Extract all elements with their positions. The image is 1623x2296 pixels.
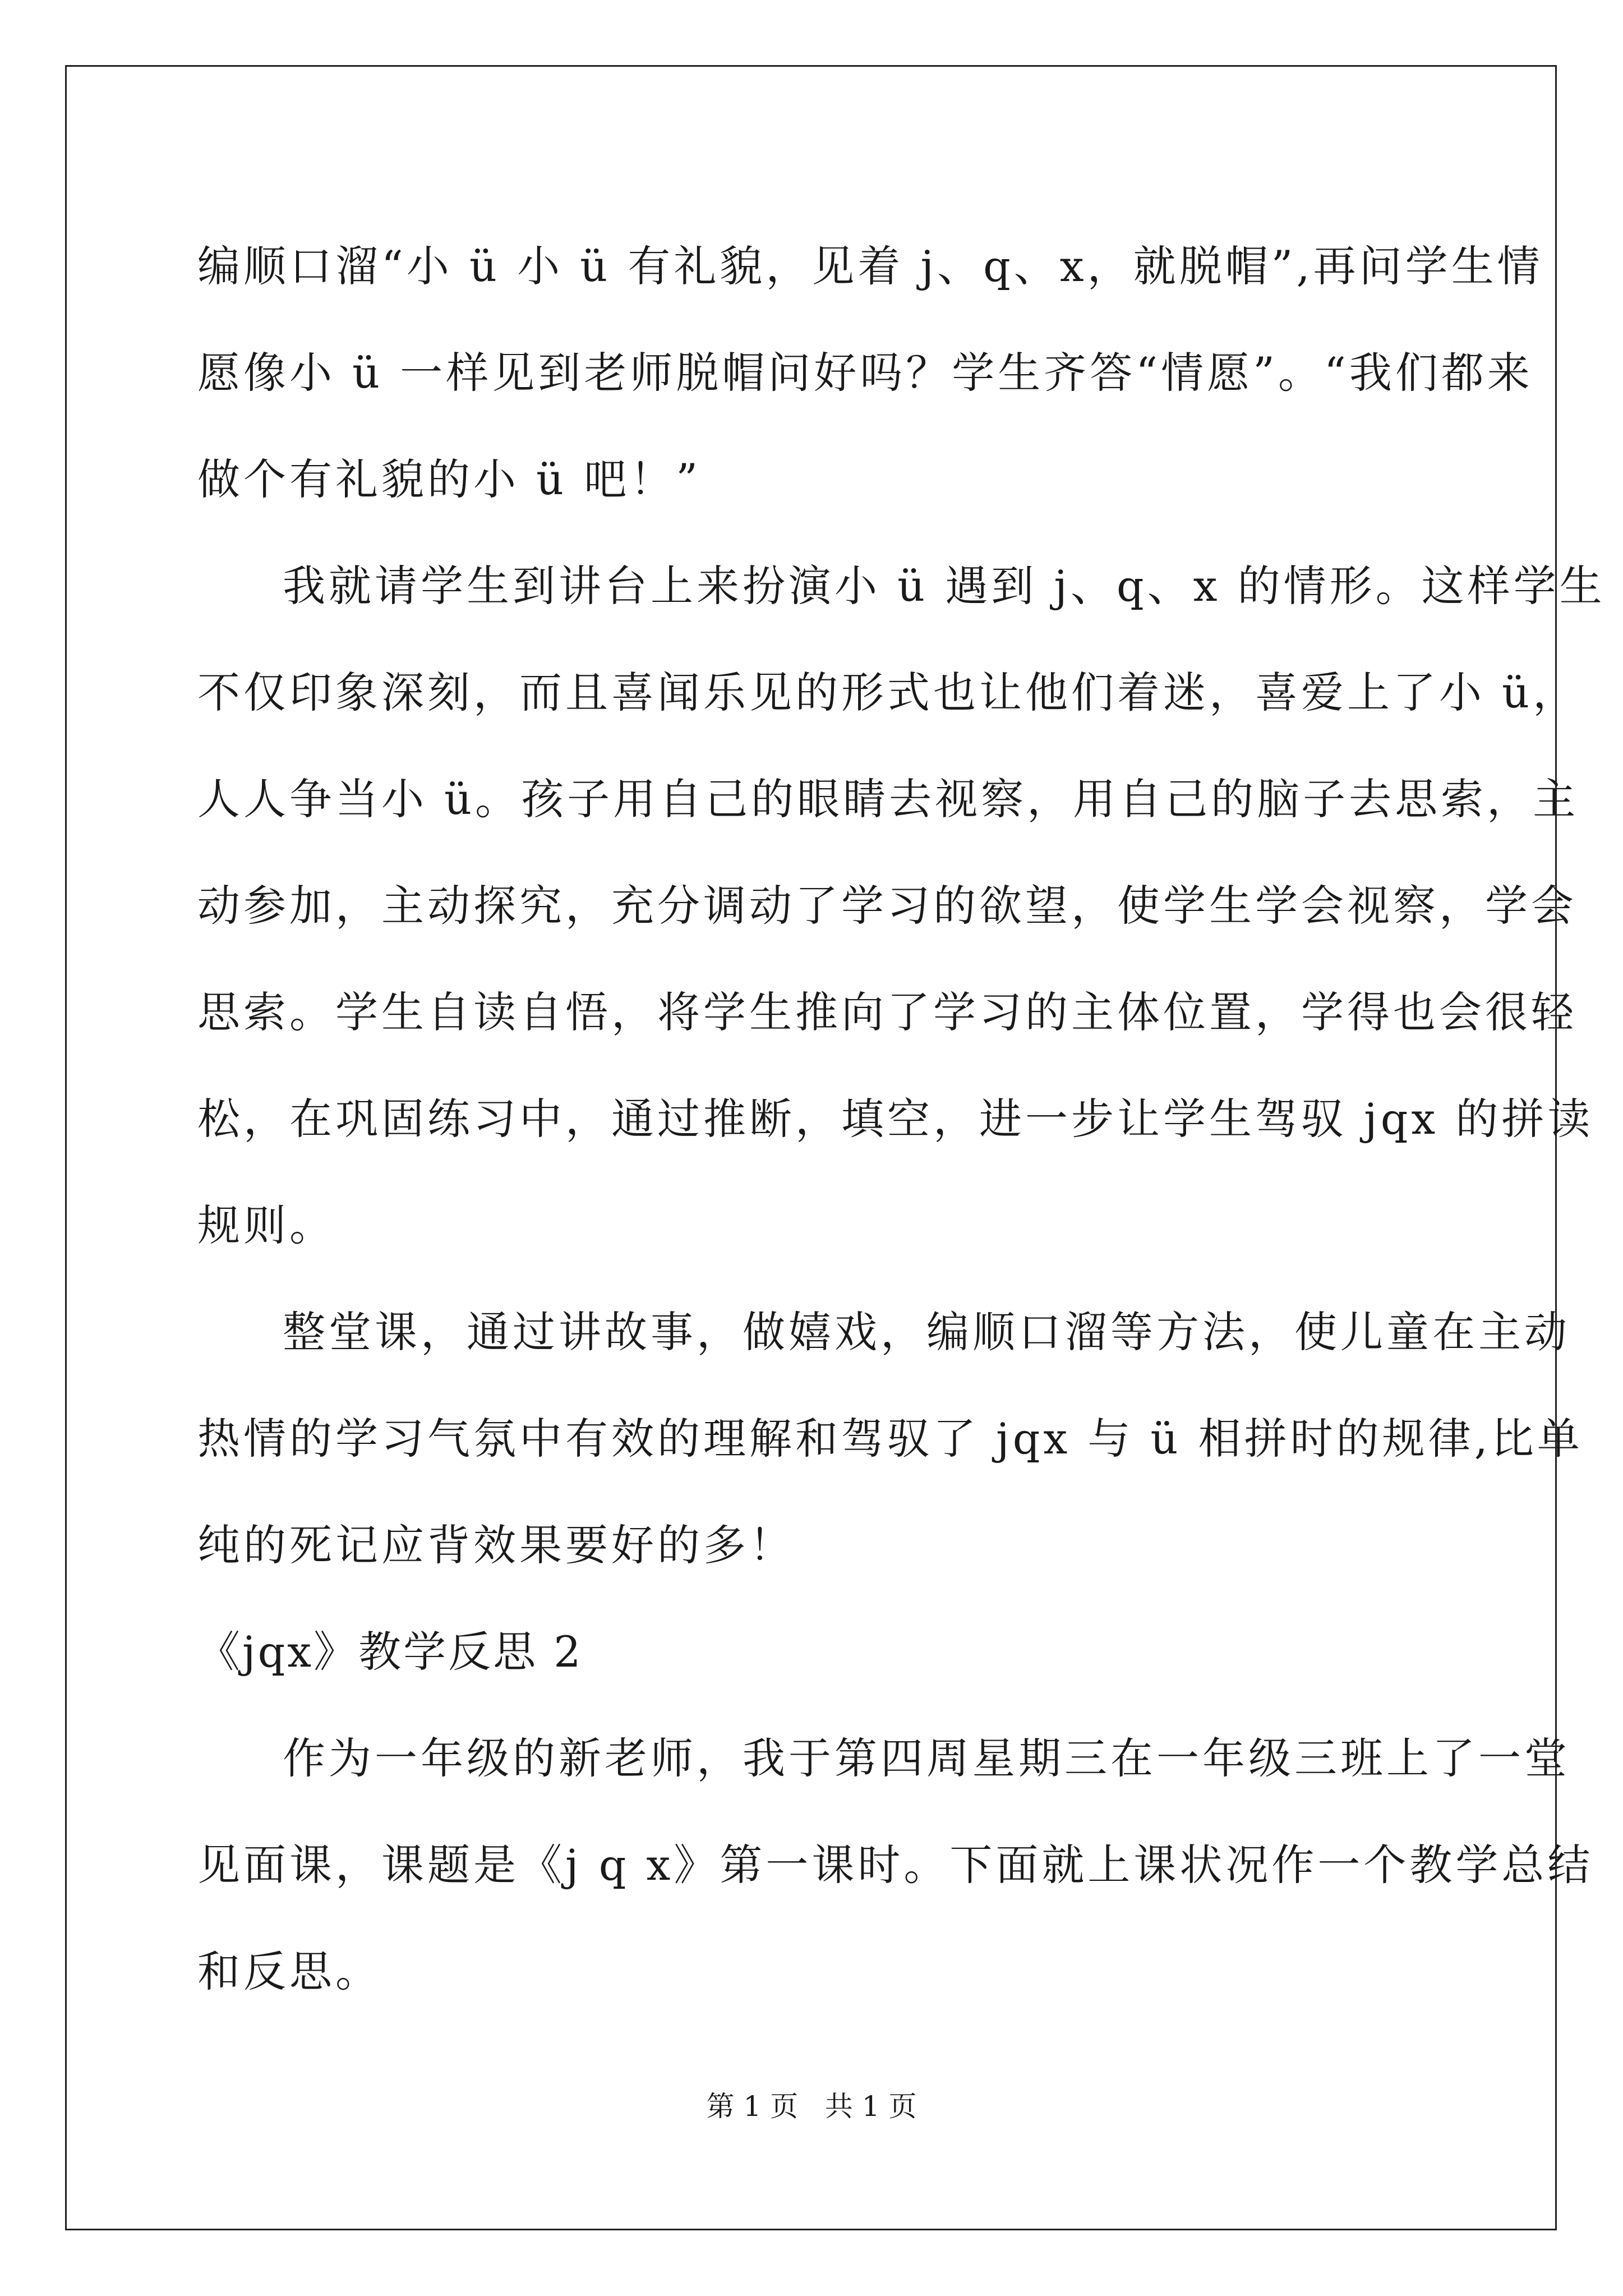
text-line: 不仅印象深刻，而且喜闻乐见的形式也让他们着迷，喜爱上了小 ü， [197,668,1579,717]
text-line: 编顺口溜“小 ü 小 ü 有礼貌，见着 j、q、x，就脱帽”,再问学生情 [197,241,1543,291]
document-body [197,213,1606,2025]
text-line: 愿像小 ü 一样见到老师脱帽问好吗？学生齐答“情愿”。“我们都来 [197,348,1533,398]
page-footer: 第 1 页 共 1 页 [706,2090,917,2123]
text-line: 纯的死记应背效果要好的多！ [197,1520,795,1570]
text-line: 动参加，主动探究，充分调动了学习的欲望，使学生学会视察，学会 [197,881,1577,931]
text-line: 做个有礼貌的小 ü 吧！” [197,454,702,504]
section-heading: 《jqx》教学反思 2 [197,1627,583,1677]
text-line: 松，在巩固练习中，通过推断，填空，进一步让学生驾驭 jqx 的拼读 [197,1094,1594,1144]
text-line: 人人争当小 ü。孩子用自己的眼睛去视察，用自己的脑子去思索，主 [197,774,1579,824]
text-line: 我就请学生到讲台上来扮演小 ü 遇到 j、q、x 的情形。这样学生 [283,561,1606,611]
text-line: 作为一年级的新老师，我于第四周星期三在一年级三班上了一堂 [283,1733,1570,1783]
text-line: 和反思。 [197,1947,381,1996]
text-line: 见面课，课题是《j q x》第一课时。下面就上课状况作一个教学总结 [197,1840,1594,1890]
text-line: 规则。 [197,1200,335,1250]
text-line: 思索。学生自读自悟，将学生推向了学习的主体位置，学得也会很轻 [197,987,1577,1037]
text-line: 热情的学习气氛中有效的理解和驾驭了 jqx 与 ü 相拼时的规律,比单 [197,1414,1583,1464]
text-line: 整堂课，通过讲故事，做嬉戏，编顺口溜等方法，使儿童在主动 [283,1307,1570,1357]
